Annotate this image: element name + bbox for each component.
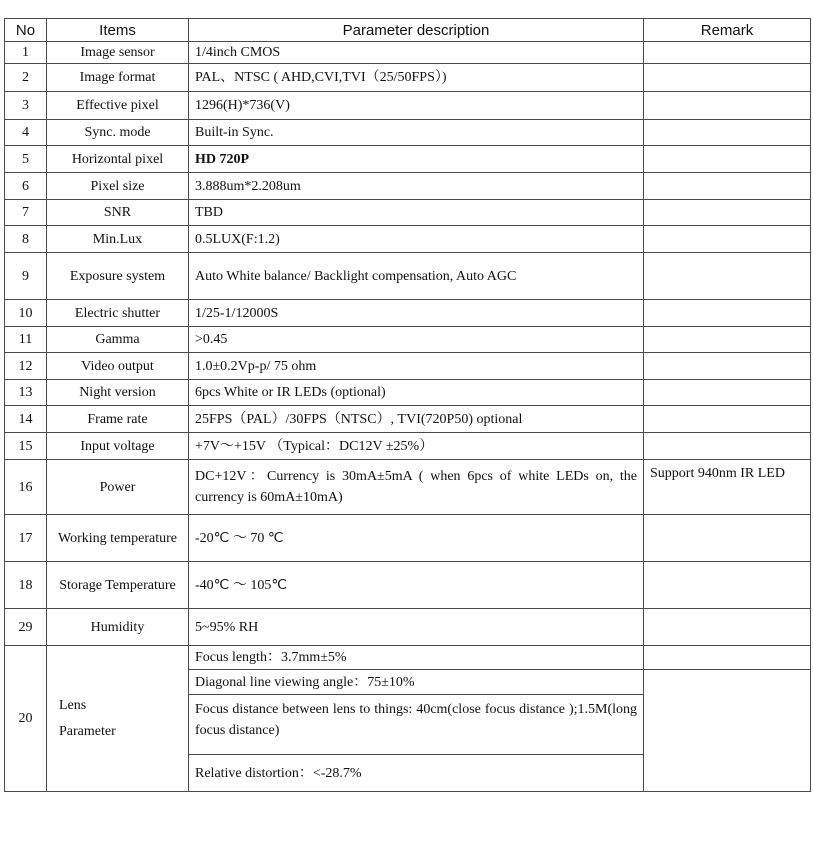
row-no: 6 <box>5 173 47 200</box>
row-desc: -20℃ ～ 70 ℃ <box>189 515 644 562</box>
row-desc: +7V～+15V （Typical：DC12V ±25%） <box>189 433 644 460</box>
row-no: 13 <box>5 380 47 406</box>
lens-row <box>5 646 811 670</box>
row-no: 7 <box>5 200 47 226</box>
row-desc: -40℃ ～ 105℃ <box>189 562 644 609</box>
row-no: 9 <box>5 253 47 300</box>
row-no: 15 <box>5 433 47 460</box>
row-item: Electric shutter <box>47 300 189 327</box>
table-row <box>5 380 811 406</box>
row-no: 5 <box>5 146 47 173</box>
header-description: Parameter description <box>189 19 644 42</box>
row-no: 4 <box>5 120 47 146</box>
row-desc: 0.5LUX(F:1.2) <box>189 226 644 253</box>
row-remark <box>644 42 811 64</box>
row-desc: HD 720P <box>189 146 644 173</box>
row-item: SNR <box>47 200 189 226</box>
row-item: Effective pixel <box>47 92 189 120</box>
lens-item-cell <box>47 646 189 792</box>
row-remark <box>644 562 811 609</box>
row-remark <box>644 226 811 253</box>
lens-focus-length: Focus length：3.7mm±5% <box>189 646 644 670</box>
table-row <box>5 92 811 120</box>
row-no: 10 <box>5 300 47 327</box>
table-row <box>5 406 811 433</box>
row-remark <box>644 327 811 353</box>
row-no: 12 <box>5 353 47 380</box>
row-desc: 1/25-1/12000S <box>189 300 644 327</box>
lens-no: 20 <box>5 646 47 792</box>
lens-viewing-angle: Diagonal line viewing angle：75±10% <box>189 670 644 695</box>
table-row <box>5 200 811 226</box>
table-row <box>5 120 811 146</box>
lens-remark-1 <box>644 646 811 670</box>
row-no: 16 <box>5 460 47 515</box>
table-row <box>5 173 811 200</box>
row-desc: 6pcs White or IR LEDs (optional) <box>189 380 644 406</box>
row-item: Humidity <box>47 609 189 646</box>
row-desc: Auto White balance/ Backlight compensation, Auto AGC <box>189 253 644 300</box>
row-no: 29 <box>5 609 47 646</box>
row-remark <box>644 64 811 92</box>
row-desc: 5~95% RH <box>189 609 644 646</box>
row-remark <box>644 173 811 200</box>
row-desc: 1.0±0.2Vp-p/ 75 ohm <box>189 353 644 380</box>
row-no: 18 <box>5 562 47 609</box>
row-desc: >0.45 <box>189 327 644 353</box>
row-item: Working temperature <box>47 515 189 562</box>
lens-item: Lens Parameter <box>59 697 116 739</box>
table-row <box>5 353 811 380</box>
row-remark <box>644 406 811 433</box>
table-row <box>5 300 811 327</box>
table-row <box>5 42 811 64</box>
row-remark <box>644 120 811 146</box>
header-row <box>5 19 811 42</box>
table-row <box>5 609 811 646</box>
row-item: Power <box>47 460 189 515</box>
row-item: Storage Temperature <box>47 562 189 609</box>
row-remark <box>644 353 811 380</box>
row-item: Image sensor <box>47 42 189 64</box>
header-remark: Remark <box>644 19 811 42</box>
table-row <box>5 562 811 609</box>
row-no: 8 <box>5 226 47 253</box>
row-desc: 1296(H)*736(V) <box>189 92 644 120</box>
row-remark <box>644 433 811 460</box>
row-remark <box>644 380 811 406</box>
table-row <box>5 515 811 562</box>
row-remark <box>644 609 811 646</box>
header-items: Items <box>47 19 189 42</box>
table-row <box>5 226 811 253</box>
table-row <box>5 327 811 353</box>
row-remark <box>644 146 811 173</box>
row-no: 1 <box>5 42 47 64</box>
table-row <box>5 146 811 173</box>
row-item: Video output <box>47 353 189 380</box>
lens-focus-distance: Focus distance between lens to things: 40cm(close focus distance );1.5M(long focus distance) <box>189 695 644 755</box>
spec-table <box>4 18 811 792</box>
row-desc: 25FPS（PAL）/30FPS（NTSC）, TVI(720P50) optional <box>189 406 644 433</box>
row-no: 11 <box>5 327 47 353</box>
row-remark <box>644 92 811 120</box>
row-remark <box>644 300 811 327</box>
row-no: 3 <box>5 92 47 120</box>
table-row <box>5 64 811 92</box>
table-row <box>5 253 811 300</box>
header-no: No <box>5 19 47 42</box>
row-item: Pixel size <box>47 173 189 200</box>
row-no: 2 <box>5 64 47 92</box>
row-item: Exposure system <box>47 253 189 300</box>
row-remark <box>644 200 811 226</box>
row-remark <box>644 515 811 562</box>
row-item: Image format <box>47 64 189 92</box>
lens-remark-2 <box>644 670 811 792</box>
lens-distortion: Relative distortion：<-28.7% <box>189 755 644 792</box>
row-desc: 3.888um*2.208um <box>189 173 644 200</box>
row-desc: TBD <box>189 200 644 226</box>
row-remark: Support 940nm IR LED <box>644 460 811 515</box>
row-desc: Built-in Sync. <box>189 120 644 146</box>
row-item: Frame rate <box>47 406 189 433</box>
row-desc: DC+12V：Currency is 30mA±5mA ( when 6pcs of white LEDs on, the currency is 60mA±10mA) <box>189 460 644 515</box>
row-remark <box>644 253 811 300</box>
table-row <box>5 433 811 460</box>
row-no: 17 <box>5 515 47 562</box>
row-no: 14 <box>5 406 47 433</box>
row-item: Night version <box>47 380 189 406</box>
row-item: Input voltage <box>47 433 189 460</box>
row-item: Horizontal pixel <box>47 146 189 173</box>
row-item: Min.Lux <box>47 226 189 253</box>
row-desc: PAL、NTSC ( AHD,CVI,TVI（25/50FPS）) <box>189 64 644 92</box>
row-item: Sync. mode <box>47 120 189 146</box>
row-item: Gamma <box>47 327 189 353</box>
row-desc: 1/4inch CMOS <box>189 42 644 64</box>
table-row <box>5 460 811 515</box>
